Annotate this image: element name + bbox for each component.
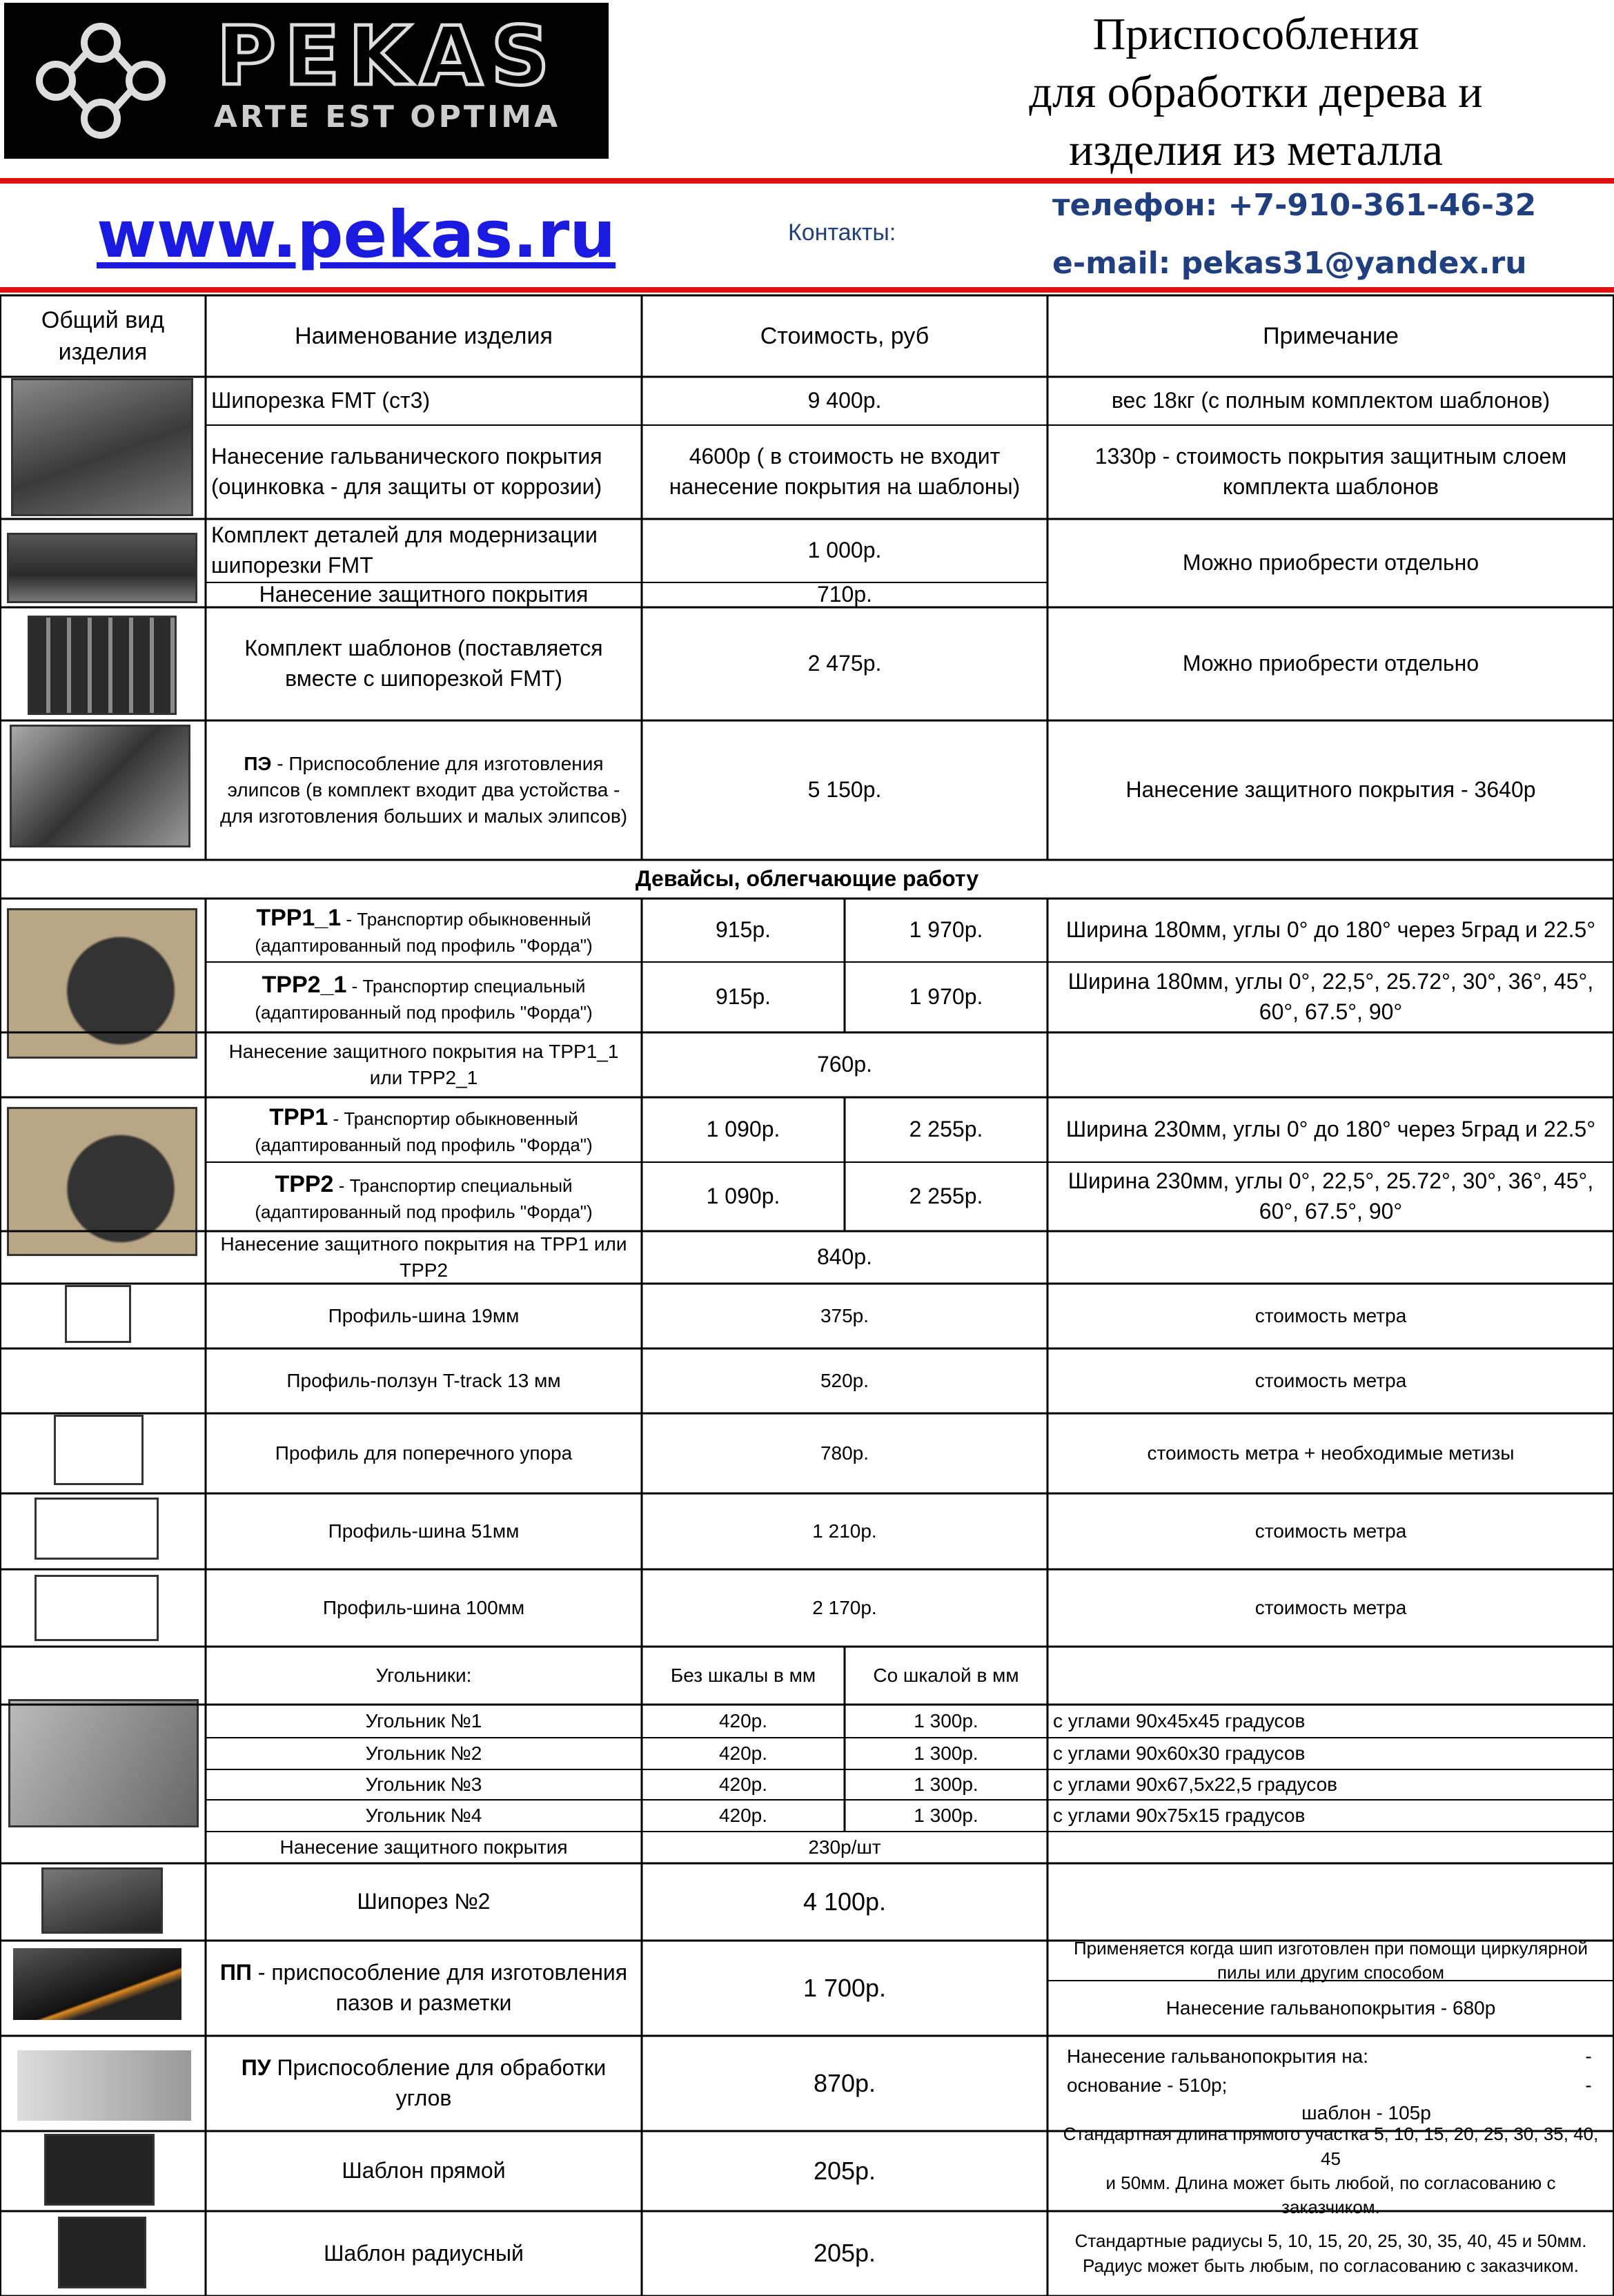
pe-price: 5 150р. — [807, 777, 882, 803]
square-price-basic: 420р. — [718, 1804, 768, 1826]
cell-text — [220, 751, 627, 830]
straight-price: 205р. — [813, 2156, 876, 2185]
kit-note: Можно приобрести отдельно — [1182, 550, 1479, 576]
fmt-coat-price: 4600р ( в стоимость не входит нанесение покрытия на шаблоны) — [669, 444, 1021, 499]
header-note: Примечание — [1263, 322, 1399, 349]
square-price-scale: 1 300р. — [914, 1742, 978, 1764]
pp-note-coat: Нанесение гальванопокрытия - 680р — [1165, 1996, 1496, 2019]
protractor-price-scale: 1 970р. — [909, 917, 983, 943]
profile-name: Профиль-ползун T-track 13 мм — [286, 1369, 561, 1391]
squares-coat-price: 230р/шт — [808, 1836, 881, 1858]
profile-note: стоимость метра — [1254, 1520, 1407, 1542]
square-note: с углами 90х60х30 градусов — [1053, 1742, 1306, 1764]
squares-col-scale: Со шкалой в мм — [873, 1664, 1019, 1686]
squares-col-basic: Без шкалы в мм — [670, 1664, 816, 1686]
protractor-price-basic: 915р. — [715, 984, 771, 1010]
item-code: ПЭ — [244, 752, 272, 774]
templates-note: Можно приобрести отдельно — [1182, 651, 1479, 676]
pu-note-intro: Нанесение гальванопокрытия на: — [1067, 2045, 1369, 2067]
pe-note: Нанесение защитного покрытия - 3640р — [1125, 777, 1536, 803]
pu-name — [206, 2036, 642, 2131]
square-price-basic: 420р. — [718, 1773, 768, 1795]
radius-name: Шаблон радиусный — [324, 2240, 524, 2266]
tpr-a-coat-name: Нанесение защитного покрытия на TPP1_1 или TPP2_1 — [228, 1040, 619, 1088]
protractor-price-basic: 1 090р. — [706, 1184, 780, 1209]
cell-text — [255, 969, 592, 1026]
pu-dash: - — [1585, 2045, 1592, 2067]
pu-note-base: основание - 510р; — [1067, 2074, 1228, 2096]
item-code: ПУ — [241, 2055, 271, 2081]
profile-price: 520р. — [820, 1369, 869, 1391]
fmt-name: Шипорезка FMT (ст3) — [211, 388, 431, 413]
protractor-note: Ширина 230мм, углы 0°, 22,5°, 25.72°, 30°, 36°, 45°, 60°, 67.5°, 90° — [1067, 1168, 1594, 1224]
tpr-a-coat-price: 760р. — [816, 1052, 873, 1077]
protractor-note: Ширина 180мм, углы 0° до 180° через 5град и 22.5° — [1065, 917, 1596, 943]
profile-note: стоимость метра — [1254, 1369, 1407, 1391]
section-title: Девайсы, облегчающие работу — [635, 866, 979, 892]
page-title: Приспособления для обработки дерева и изделия из металла — [1029, 9, 1483, 175]
squares-title: Угольники: — [375, 1664, 472, 1686]
profile-price: 375р. — [820, 1304, 869, 1326]
profile-name: Профиль-шина 100мм — [322, 1596, 525, 1618]
tenon2-price: 4 100р. — [803, 1887, 887, 1916]
pp-price: 1 700р. — [803, 1973, 887, 2002]
contacts-label: Контакты: — [788, 219, 896, 246]
templates-price: 2 475р. — [807, 651, 882, 676]
square-name: Угольник №3 — [365, 1773, 482, 1795]
phone-number[interactable]: телефон: +7-910-361-46-32 — [1052, 188, 1537, 223]
straight-note: Стандартная длина прямого участка 5, 10, 15, 20, 25, 30, 35, 40, 45 и 50мм. Длина может быть любой, по согласованию с заказчиком. — [1063, 2123, 1599, 2218]
profile-price: 2 170р. — [812, 1596, 877, 1618]
square-price-basic: 420р. — [718, 1742, 768, 1764]
item-code: TPP2 — [275, 1171, 334, 1198]
pu-note-template: шаблон - 105р — [1301, 2101, 1431, 2123]
item-description: - Транспортир обыкновенный (адаптированный под профиль "Форда") — [255, 1108, 593, 1156]
square-name: Угольник №2 — [365, 1742, 482, 1764]
square-name: Угольник №1 — [365, 1709, 482, 1731]
protractor-price-basic: 1 090р. — [706, 1117, 780, 1142]
item-code: TPP2_1 — [262, 972, 347, 999]
pp-name — [206, 1941, 642, 2036]
item-description: - Транспортир специальный (адаптированный под профиль "Форда") — [255, 1175, 593, 1223]
profile-price: 780р. — [820, 1442, 869, 1464]
profile-price: 1 210р. — [812, 1520, 877, 1542]
profile-note: стоимость метра + необходимые метизы — [1147, 1442, 1515, 1464]
protractor-note: Ширина 230мм, углы 0° до 180° через 5град и 22.5° — [1065, 1117, 1596, 1142]
tpr-b-coat-price: 840р. — [816, 1244, 873, 1270]
cell-text — [255, 1101, 592, 1158]
header-price: Стоимость, руб — [760, 322, 929, 349]
protractor-price-scale: 2 255р. — [909, 1117, 983, 1142]
cell-text — [255, 902, 592, 959]
profile-name: Профиль-шина 51мм — [328, 1520, 520, 1542]
square-name: Угольник №4 — [365, 1804, 482, 1826]
kit-name: Комплект деталей для модернизации шипорезки FMT — [211, 522, 598, 578]
radius-note: Стандартные радиусы 5, 10, 15, 20, 25, 30, 35, 40, 45 и 50мм. Радиус может быть любым, по согласованию с заказчиком. — [1074, 2230, 1587, 2276]
cell-text — [220, 1958, 627, 2018]
profile-name: Профиль-шина 19мм — [328, 1304, 520, 1326]
square-note: с углами 90х67,5х22,5 градусов — [1053, 1773, 1338, 1795]
kit-price: 1 000р. — [807, 538, 882, 563]
pp-note-usage: Применяется когда шип изготовлен при помощи циркулярной пилы или другим способом — [1073, 1937, 1588, 1983]
protractor-note: Ширина 180мм, углы 0°, 22,5°, 25.72°, 30°, 36°, 45°, 60°, 67.5°, 90° — [1067, 969, 1594, 1024]
square-note: с углами 90х75х15 градусов — [1053, 1804, 1306, 1826]
item-description: - Транспортир обыкновенный (адаптированный под профиль "Форда") — [255, 909, 593, 956]
protractor-price-scale: 1 970р. — [909, 984, 983, 1010]
item-code: TPP1_1 — [256, 905, 342, 932]
protractor-price-scale: 2 255р. — [909, 1184, 983, 1209]
profile-note: стоимость метра — [1254, 1304, 1407, 1326]
pe-name — [206, 720, 642, 860]
profile-note: стоимость метра — [1254, 1596, 1407, 1618]
fmt-price: 9 400р. — [807, 388, 882, 413]
templates-name: Комплект шаблонов (поставляется вместе с шипорезкой FMT) — [244, 636, 603, 691]
square-note: с углами 90х45х45 градусов — [1053, 1709, 1306, 1731]
squares-coat-name: Нанесение защитного покрытия — [279, 1836, 568, 1858]
tenon2-name: Шипорез №2 — [357, 1889, 491, 1914]
item-code: ПП — [219, 1960, 252, 1985]
protractor-name — [206, 1162, 642, 1231]
protractor-name — [206, 1097, 642, 1162]
fmt-coat-name: Нанесение гальванического покрытия (оцинковка - для защиты от коррозии) — [211, 444, 602, 499]
header-view: Общий вид изделия — [41, 306, 165, 365]
protractor-name — [206, 962, 642, 1032]
email-address[interactable]: e-mail: pekas31@yandex.ru — [1052, 246, 1527, 281]
tpr-b-coat-name: Нанесение защитного покрытия на TPP1 или TPP2 — [220, 1233, 627, 1281]
square-price-scale: 1 300р. — [914, 1709, 978, 1731]
item-description: - Приспособление для изготовления элипсов (в комплект входит два устойства - для изготовления больших и малых элипсов) — [219, 752, 628, 827]
straight-name: Шаблон прямой — [342, 2158, 506, 2184]
header-name: Наименование изделия — [295, 322, 553, 349]
pu-dash: - — [1585, 2074, 1592, 2096]
item-code: TPP1 — [269, 1104, 328, 1131]
profile-name: Профиль для поперечного упора — [275, 1442, 573, 1464]
logo-text: PEKAS — [216, 8, 558, 104]
radius-price: 205р. — [813, 2239, 876, 2268]
square-price-scale: 1 300р. — [914, 1804, 978, 1826]
item-description: Приспособление для обработки углов — [277, 2055, 607, 2110]
kit-coat-price: 710р. — [816, 582, 873, 607]
fmt-note: вес 18кг (с полным комплектом шаблонов) — [1111, 388, 1551, 413]
protractor-name — [206, 899, 642, 962]
pu-price: 870р. — [813, 2068, 876, 2097]
square-price-basic: 420р. — [718, 1709, 768, 1731]
item-description: - Транспортир специальный (адаптированный под профиль "Форда") — [255, 976, 593, 1023]
protractor-price-basic: 915р. — [715, 917, 771, 943]
cell-text — [255, 1168, 592, 1225]
item-description: - приспособление для изготовления пазов и разметки — [257, 1960, 628, 2015]
fmt-coat-note: 1330р - стоимость покрытия защитным слоем комплекта шаблонов — [1094, 444, 1567, 499]
square-price-scale: 1 300р. — [914, 1773, 978, 1795]
cell-text — [242, 2053, 607, 2113]
logo-tagline: ARTE EST OPTIMA — [213, 99, 561, 135]
kit-coat-name: Нанесение защитного покрытия — [259, 582, 589, 607]
site-link[interactable]: www.pekas.ru — [97, 197, 616, 273]
